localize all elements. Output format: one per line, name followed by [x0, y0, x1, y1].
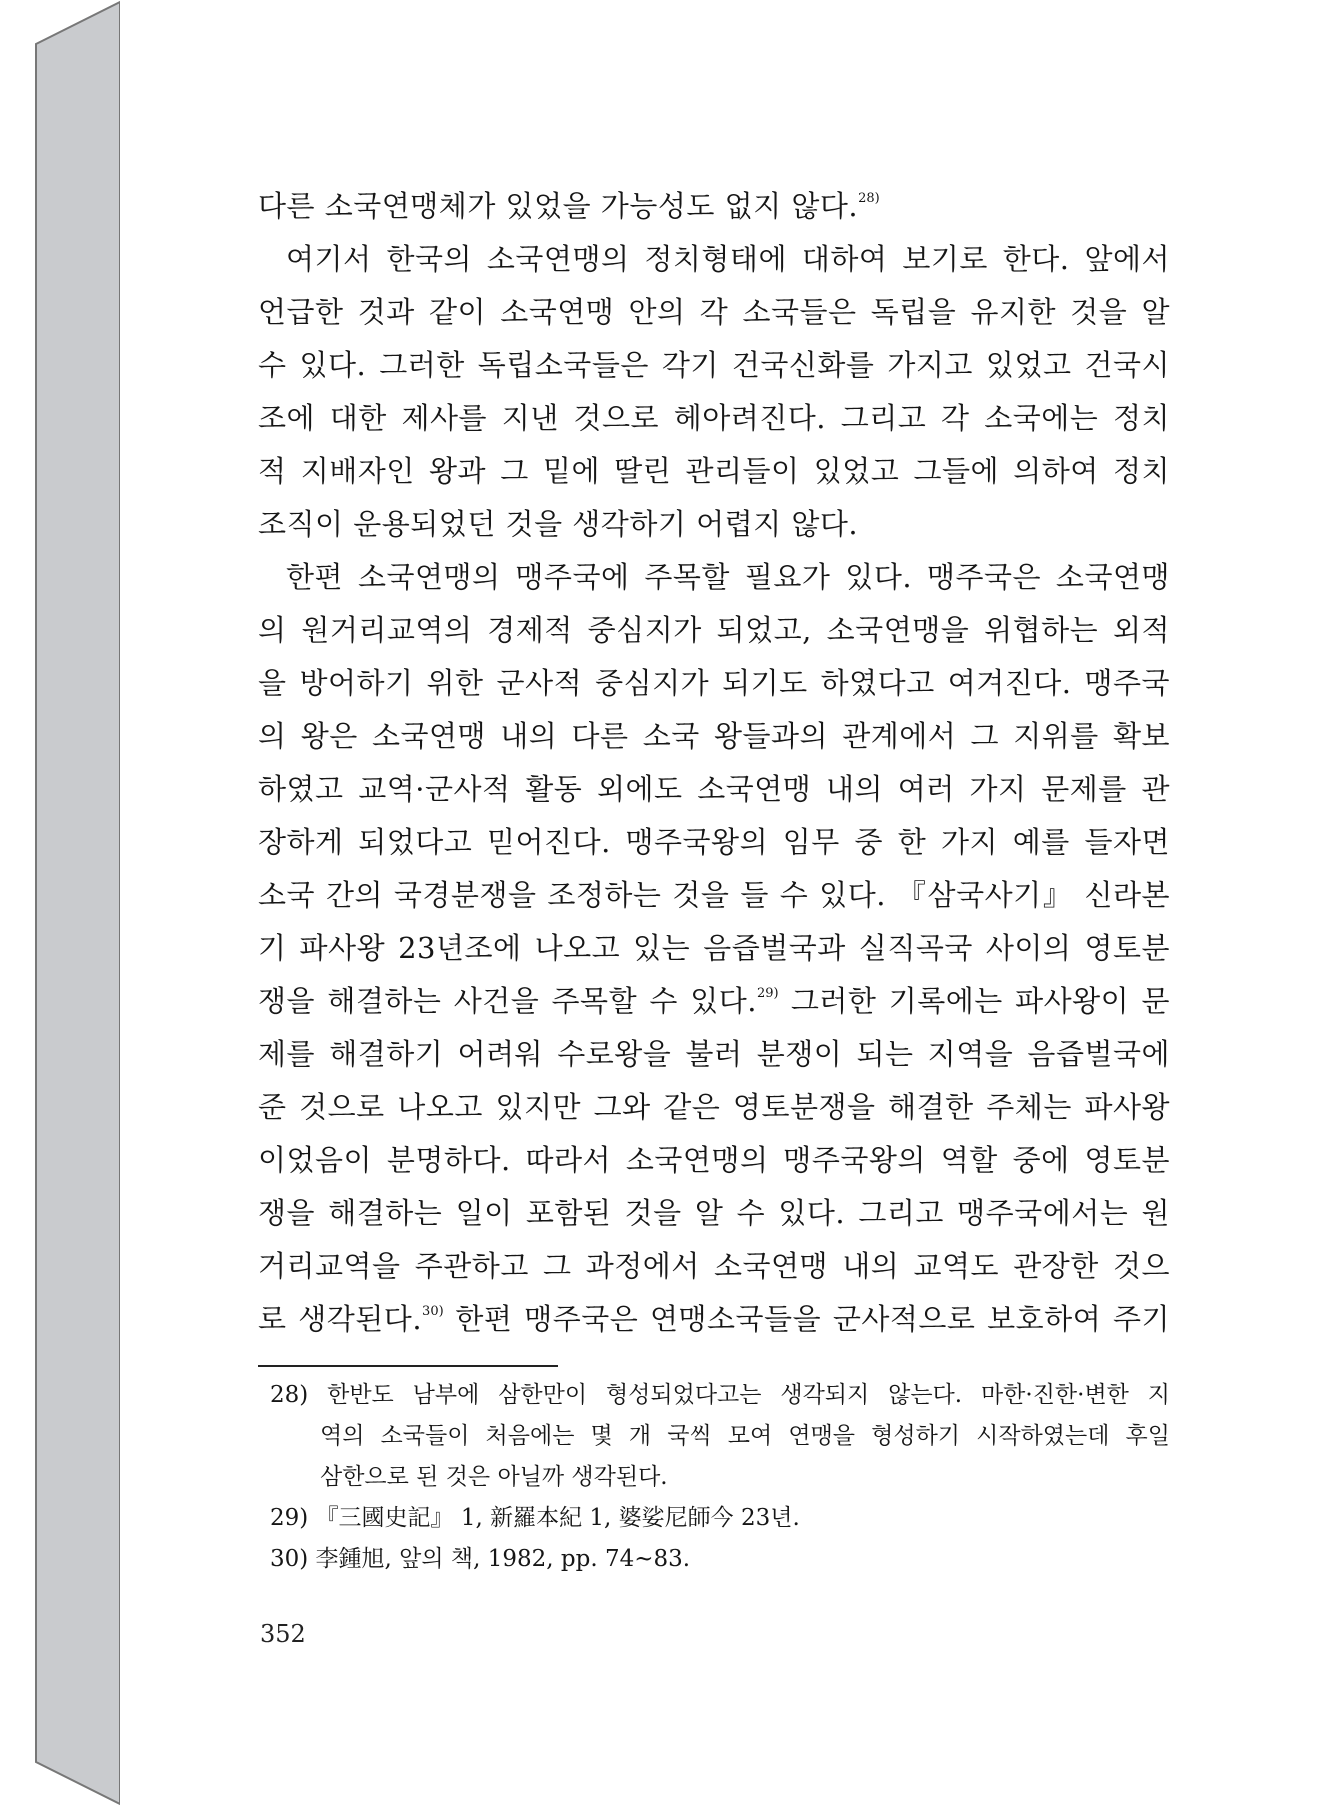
body-line-17: 제를 해결하기 어려워 수로왕을 불러 분쟁이 되는 지역을 음즙벌국에: [258, 1037, 1170, 1071]
page-number: 352: [260, 1620, 306, 1648]
body-line-6: 적 지배자인 왕과 그 밑에 딸린 관리들이 있었고 그들에 의하여 정치: [258, 454, 1170, 488]
body-line-10: 을 방어하기 위한 군사적 중심지가 되기도 하였다고 여겨진다. 맹주국: [258, 666, 1170, 700]
footnote-ref-30[interactable]: 30): [422, 1304, 444, 1319]
body-line-12: 하였고 교역·군사적 활동 외에도 소국연맹 내의 여러 가지 문제를 관: [258, 772, 1170, 806]
body-line-14: 소국 간의 국경분쟁을 조정하는 것을 들 수 있다. 『삼국사기』 신라본: [258, 878, 1170, 912]
footnote-28-line-2: 역의 소국들이 처음에는 몇 개 국씩 모여 연맹을 형성하기 시작하였는데 후일: [320, 1423, 1170, 1449]
body-text: [258, 180, 1170, 1346]
footnote-28-line-1: 28) 한반도 남부에 삼한만이 형성되었다고는 생각되지 않는다. 마한·진한·변한 지: [270, 1382, 1170, 1408]
body-line-19: 이었음이 분명하다. 따라서 소국연맹의 맹주국왕의 역할 중에 영토분: [258, 1143, 1170, 1177]
footnote-ref-29[interactable]: 29): [756, 986, 779, 1001]
footnote-divider: [258, 1365, 558, 1367]
body-line-4: 수 있다. 그러한 독립소국들은 각기 건국신화를 가지고 있었고 건국시: [258, 348, 1170, 382]
body-line-1: 다른 소국연맹체가 있었을 가능성도 없지 않다.$^{28)}$: [258, 189, 880, 223]
body-line-11: 의 왕은 소국연맹 내의 다른 소국 왕들과의 관계에서 그 지위를 확보: [258, 719, 1170, 753]
footnote-30: 30) 李鍾旭, 앞의 책, 1982, pp. 74~83.: [270, 1546, 691, 1572]
body-line-22: 로 생각된다.$^{30)}$ 한편 맹주국은 연맹소국들을 군사적으로 보호하여 주기: [258, 1302, 1170, 1336]
footnote-28-line-3: 삼한으로 된 것은 아닐까 생각된다.: [320, 1464, 668, 1490]
body-line-9: 의 원거리교역의 경제적 중심지가 되었고, 소국연맹을 위협하는 외적: [258, 613, 1170, 647]
body-line-16: 쟁을 해결하는 사건을 주목할 수 있다.$^{29)}$ 그러한 기록에는 파사왕이 문: [258, 984, 1170, 1018]
body-line-2: 여기서 한국의 소국연맹의 정치형태에 대하여 보기로 한다. 앞에서: [286, 242, 1170, 276]
body-line-18: 준 것으로 나오고 있지만 그와 같은 영토분쟁을 해결한 주체는 파사왕: [258, 1090, 1170, 1124]
body-line-7: 조직이 운용되었던 것을 생각하기 어렵지 않다.: [258, 507, 859, 541]
body-line-5: 조에 대한 제사를 지낸 것으로 헤아려진다. 그리고 각 소국에는 정치: [258, 401, 1170, 435]
body-line-3: 언급한 것과 같이 소국연맹 안의 각 소국들은 독립을 유지한 것을 알: [258, 295, 1170, 329]
footnote-29: 29) 『三國史記』 1, 新羅本紀 1, 婆娑尼師今 23년.: [270, 1505, 800, 1531]
body-line-15: 기 파사왕 23년조에 나오고 있는 음즙벌국과 실직곡국 사이의 영토분: [258, 931, 1170, 965]
footnotes: [270, 1375, 1170, 1580]
footnote-ref-28[interactable]: 28): [858, 191, 880, 206]
body-line-13: 장하게 되었다고 믿어진다. 맹주국왕의 임무 중 한 가지 예를 들자면: [258, 825, 1170, 859]
body-line-21: 거리교역을 주관하고 그 과정에서 소국연맹 내의 교역도 관장한 것으: [258, 1249, 1170, 1283]
body-line-8: 한편 소국연맹의 맹주국에 주목할 필요가 있다. 맹주국은 소국연맹: [286, 560, 1170, 594]
body-line-20: 쟁을 해결하는 일이 포함된 것을 알 수 있다. 그리고 맹주국에서는 원: [258, 1196, 1170, 1230]
